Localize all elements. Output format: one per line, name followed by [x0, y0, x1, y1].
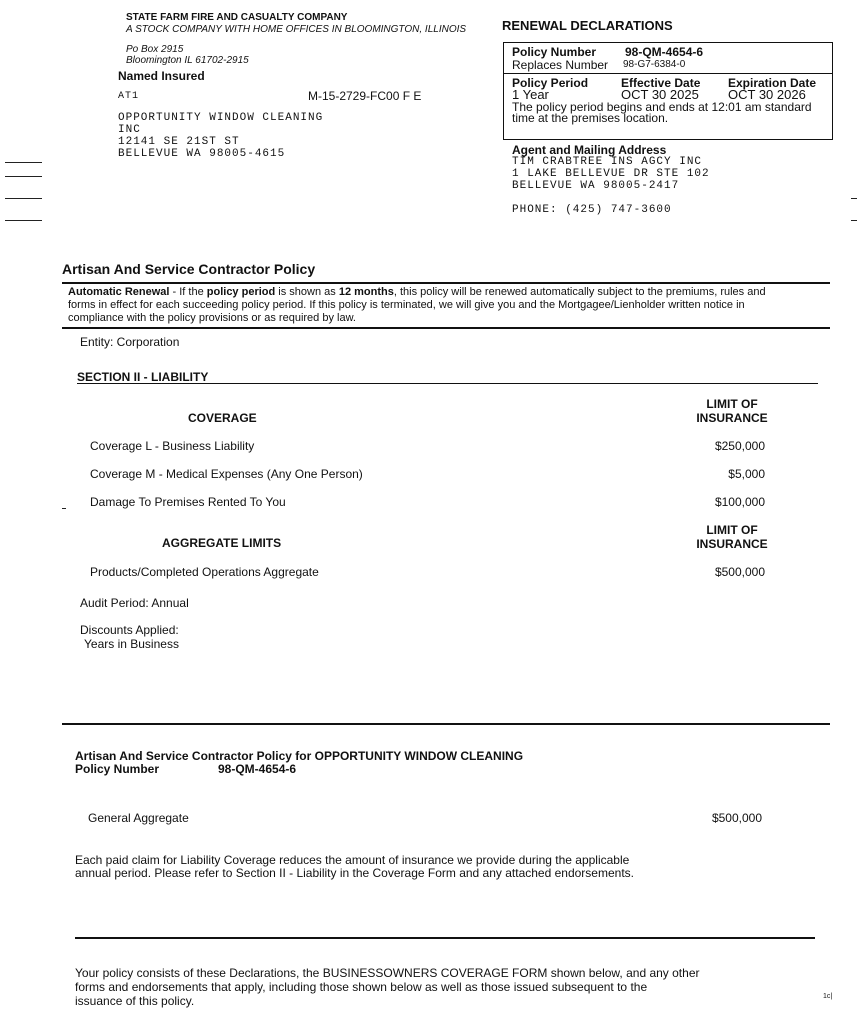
footer-text — [75, 966, 700, 1008]
rule — [62, 327, 830, 329]
auto-renewal-text: is shown as — [275, 286, 339, 298]
form-code: M-15-2729-FC00 F E — [308, 89, 422, 103]
claims-note — [75, 854, 634, 880]
footer-line-1: Your policy consists of these Declarations, the BUSINESSOWNERS COVERAGE FORM shown below, and any other — [75, 966, 700, 980]
aggregate-header: AGGREGATE LIMITS — [162, 536, 282, 550]
coverage-limit: $5,000 — [728, 467, 765, 481]
entity-type: Entity: Corporation — [80, 335, 180, 349]
rule — [62, 282, 830, 284]
summary-title: Artisan And Service Contractor Policy for OPPORTUNITY WINDOW CLEANING — [75, 749, 524, 763]
coverage-limit: $100,000 — [714, 495, 765, 509]
policy-number: 98-QM-4654-6 — [625, 45, 704, 59]
agent-street: 1 LAKE BELLEVUE DR STE 102 — [512, 168, 710, 180]
agent-phone: PHONE: (425) 747-3600 — [512, 204, 672, 216]
rule — [75, 937, 815, 939]
coverage-label: Coverage M - Medical Expenses (Any One Person) — [90, 467, 363, 481]
agent-heading: Agent and Mailing Address — [512, 143, 667, 157]
corner-mark: 1c| — [823, 993, 833, 1000]
margin-tick — [851, 220, 857, 221]
agent-name: TIM CRABTREE INS AGCY INC — [512, 156, 703, 168]
general-aggregate-label: General Aggregate — [88, 811, 189, 825]
replaces-number: 98-G7-6384-0 — [623, 59, 686, 70]
period-note — [512, 102, 812, 124]
discount-item: Years in Business — [84, 637, 179, 651]
limit-header-line-2: INSURANCE — [696, 411, 768, 425]
insurer-city: Bloomington IL 61702-2915 — [126, 55, 249, 66]
coverage-header: COVERAGE — [188, 411, 257, 425]
auto-renewal-term: 12 months — [338, 286, 394, 298]
aggregate-limit-header — [690, 523, 774, 551]
claims-note-line-2: annual period. Please refer to Section II - Liability in the Coverage Form and any attached endorsements. — [75, 866, 634, 880]
named-insured-heading: Named Insured — [118, 69, 205, 83]
replaces-label: Replaces Number — [512, 58, 609, 72]
policy-title: Artisan And Service Contractor Policy — [62, 261, 316, 277]
policy-period: 1 Year — [512, 87, 549, 102]
margin-tick — [5, 220, 42, 221]
expiration-date: OCT 30 2026 — [728, 87, 806, 102]
effective-date: OCT 30 2025 — [621, 87, 699, 102]
coverage-label: Coverage L - Business Liability — [90, 439, 255, 453]
margin-tick — [62, 508, 66, 509]
auto-renewal-text: - If the — [169, 286, 207, 298]
summary-policy-number-label: Policy Number — [75, 762, 160, 776]
insurer-tagline: A STOCK COMPANY WITH HOME OFFICES IN BLOOMINGTON, ILLINOIS — [126, 24, 467, 35]
rule — [62, 723, 830, 725]
claims-note-line-1: Each paid claim for Liability Coverage reduces the amount of insurance we provide during the applicable — [75, 853, 630, 867]
insured-name-line-2: INC — [118, 124, 141, 136]
margin-tick — [5, 176, 42, 177]
automatic-renewal — [68, 286, 766, 325]
insurer-po-box: Po Box 2915 — [126, 44, 184, 55]
period-note-line-1: The policy period begins and ends at 12:01 am standard — [512, 100, 812, 114]
auto-renewal-label: Automatic Renewal — [68, 286, 170, 298]
aggregate-label: Products/Completed Operations Aggregate — [90, 565, 319, 579]
declarations-title: RENEWAL DECLARATIONS — [502, 18, 673, 33]
period-note-line-2: time at the premises location. — [512, 111, 669, 125]
declarations-divider — [504, 73, 832, 74]
agent-address — [512, 156, 710, 192]
expiration-date-label: Expiration Date — [728, 76, 817, 90]
auto-renewal-text: , this policy will be renewed automatically subject to the premiums, rules and — [393, 286, 766, 298]
margin-tick — [5, 198, 42, 199]
agent-city: BELLEVUE WA 98005-2417 — [512, 180, 680, 192]
discounts-label: Discounts Applied: — [80, 623, 179, 637]
insured-name-line: OPPORTUNITY WINDOW CLEANING — [118, 112, 324, 124]
coverage-label: Damage To Premises Rented To You — [90, 495, 286, 509]
margin-tick — [5, 162, 42, 163]
limit-header-line-1: LIMIT OF — [706, 397, 758, 411]
auto-renewal-line-2: forms in effect for each succeeding policy period. If this policy is terminated, we will give you and the Mortgagee/Lienholder written notice in — [68, 299, 745, 311]
insurer-name: STATE FARM FIRE AND CASUALTY COMPANY — [126, 12, 348, 23]
limit-header-line-1: LIMIT OF — [706, 523, 758, 537]
limit-header-line-2: INSURANCE — [696, 537, 768, 551]
section-rule — [77, 383, 818, 384]
audit-period: Audit Period: Annual — [80, 596, 189, 610]
auto-renewal-term: policy period — [206, 286, 276, 298]
margin-tick — [851, 198, 857, 199]
aggregate-limit: $500,000 — [714, 565, 765, 579]
insured-code: AT1 — [118, 91, 140, 102]
general-aggregate-value: $500,000 — [711, 811, 762, 825]
section-title: SECTION II - LIABILITY — [77, 370, 209, 384]
footer-line-2: forms and endorsements that apply, including those shown below as well as those issued subsequent to the — [75, 980, 648, 994]
policy-number-label: Policy Number — [512, 45, 597, 59]
coverage-limit: $250,000 — [714, 439, 765, 453]
summary-policy-number: 98-QM-4654-6 — [218, 762, 297, 776]
insured-street: 12141 SE 21ST ST — [118, 136, 240, 148]
limit-header — [690, 397, 774, 425]
auto-renewal-line-1 — [68, 286, 766, 299]
insured-address — [118, 112, 323, 160]
footer-line-3: issuance of this policy. — [75, 994, 195, 1008]
auto-renewal-line-3: compliance with the policy provisions or as required by law. — [68, 312, 356, 324]
policy-period-label: Policy Period — [512, 76, 589, 90]
insured-city: BELLEVUE WA 98005-4615 — [118, 148, 286, 160]
effective-date-label: Effective Date — [621, 76, 701, 90]
